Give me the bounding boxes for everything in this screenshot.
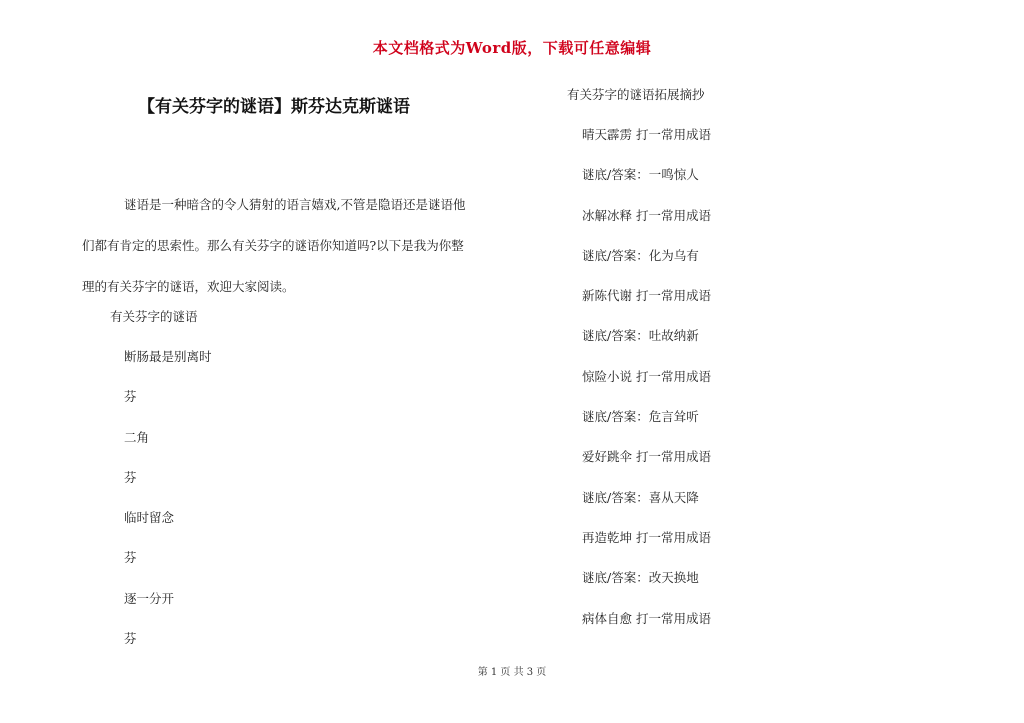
extension-riddle-line: 谜底/答案：喜从天降 [582, 489, 699, 505]
riddle-line: 逐一分开 [124, 590, 175, 606]
extension-riddle-line: 再造乾坤 打一常用成语 [582, 529, 711, 545]
word-format-banner: 本文档格式为Word版，下载可任意编辑 [372, 39, 652, 57]
intro-paragraph [82, 184, 512, 307]
extension-riddle-line: 冰解冰释 打一常用成语 [582, 207, 711, 223]
extension-riddle-line: 惊险小说 打一常用成语 [582, 368, 711, 384]
extension-riddle-line: 谜底/答案：吐故纳新 [582, 328, 699, 344]
extension-riddles-list [582, 125, 711, 649]
riddle-line: 断肠最是别离时 [124, 349, 212, 364]
extension-riddle-line: 晴天霹雳 打一常用成语 [582, 127, 711, 142]
extension-riddle-line: 谜底/答案：改天换地 [582, 570, 699, 586]
riddle-line: 芬 [124, 550, 137, 566]
extension-riddle-line: 爱好跳伞 打一常用成语 [582, 449, 711, 465]
extension-riddle-line: 病体自愈 打一常用成语 [582, 610, 711, 626]
page-number-footer: 第 1 页 共 3 页 [477, 667, 547, 678]
riddle-line: 芬 [124, 389, 137, 405]
extension-riddle-line: 新陈代谢 打一常用成语 [582, 288, 711, 304]
extension-section-heading: 有关芬字的谜语拓展摘抄 [567, 87, 705, 102]
intro-line: 理的有关芬字的谜语，欢迎大家阅读。 [82, 279, 295, 294]
extension-riddle-line: 谜底/答案：一鸣惊人 [582, 167, 699, 183]
riddles-list [124, 347, 212, 669]
intro-line: 们都有肯定的思索性。那么有关芬字的谜语你知道吗?以下是我为你整 [82, 238, 464, 253]
document-title: 【有关芬字的谜语】斯芬达克斯谜语 [138, 97, 410, 117]
extension-riddle-line: 谜底/答案：化为乌有 [582, 247, 699, 263]
riddle-line: 芬 [124, 469, 137, 485]
extension-riddle-line: 谜底/答案：危言耸听 [582, 409, 699, 425]
riddle-line: 芬 [124, 631, 137, 647]
intro-line: 谜语是一种暗含的令人猜射的语言嬉戏,不管是隐语还是谜语他 [124, 197, 466, 212]
riddle-line: 二角 [124, 429, 150, 445]
riddles-section-heading: 有关芬字的谜语 [110, 309, 198, 324]
riddle-line: 临时留念 [124, 510, 175, 526]
